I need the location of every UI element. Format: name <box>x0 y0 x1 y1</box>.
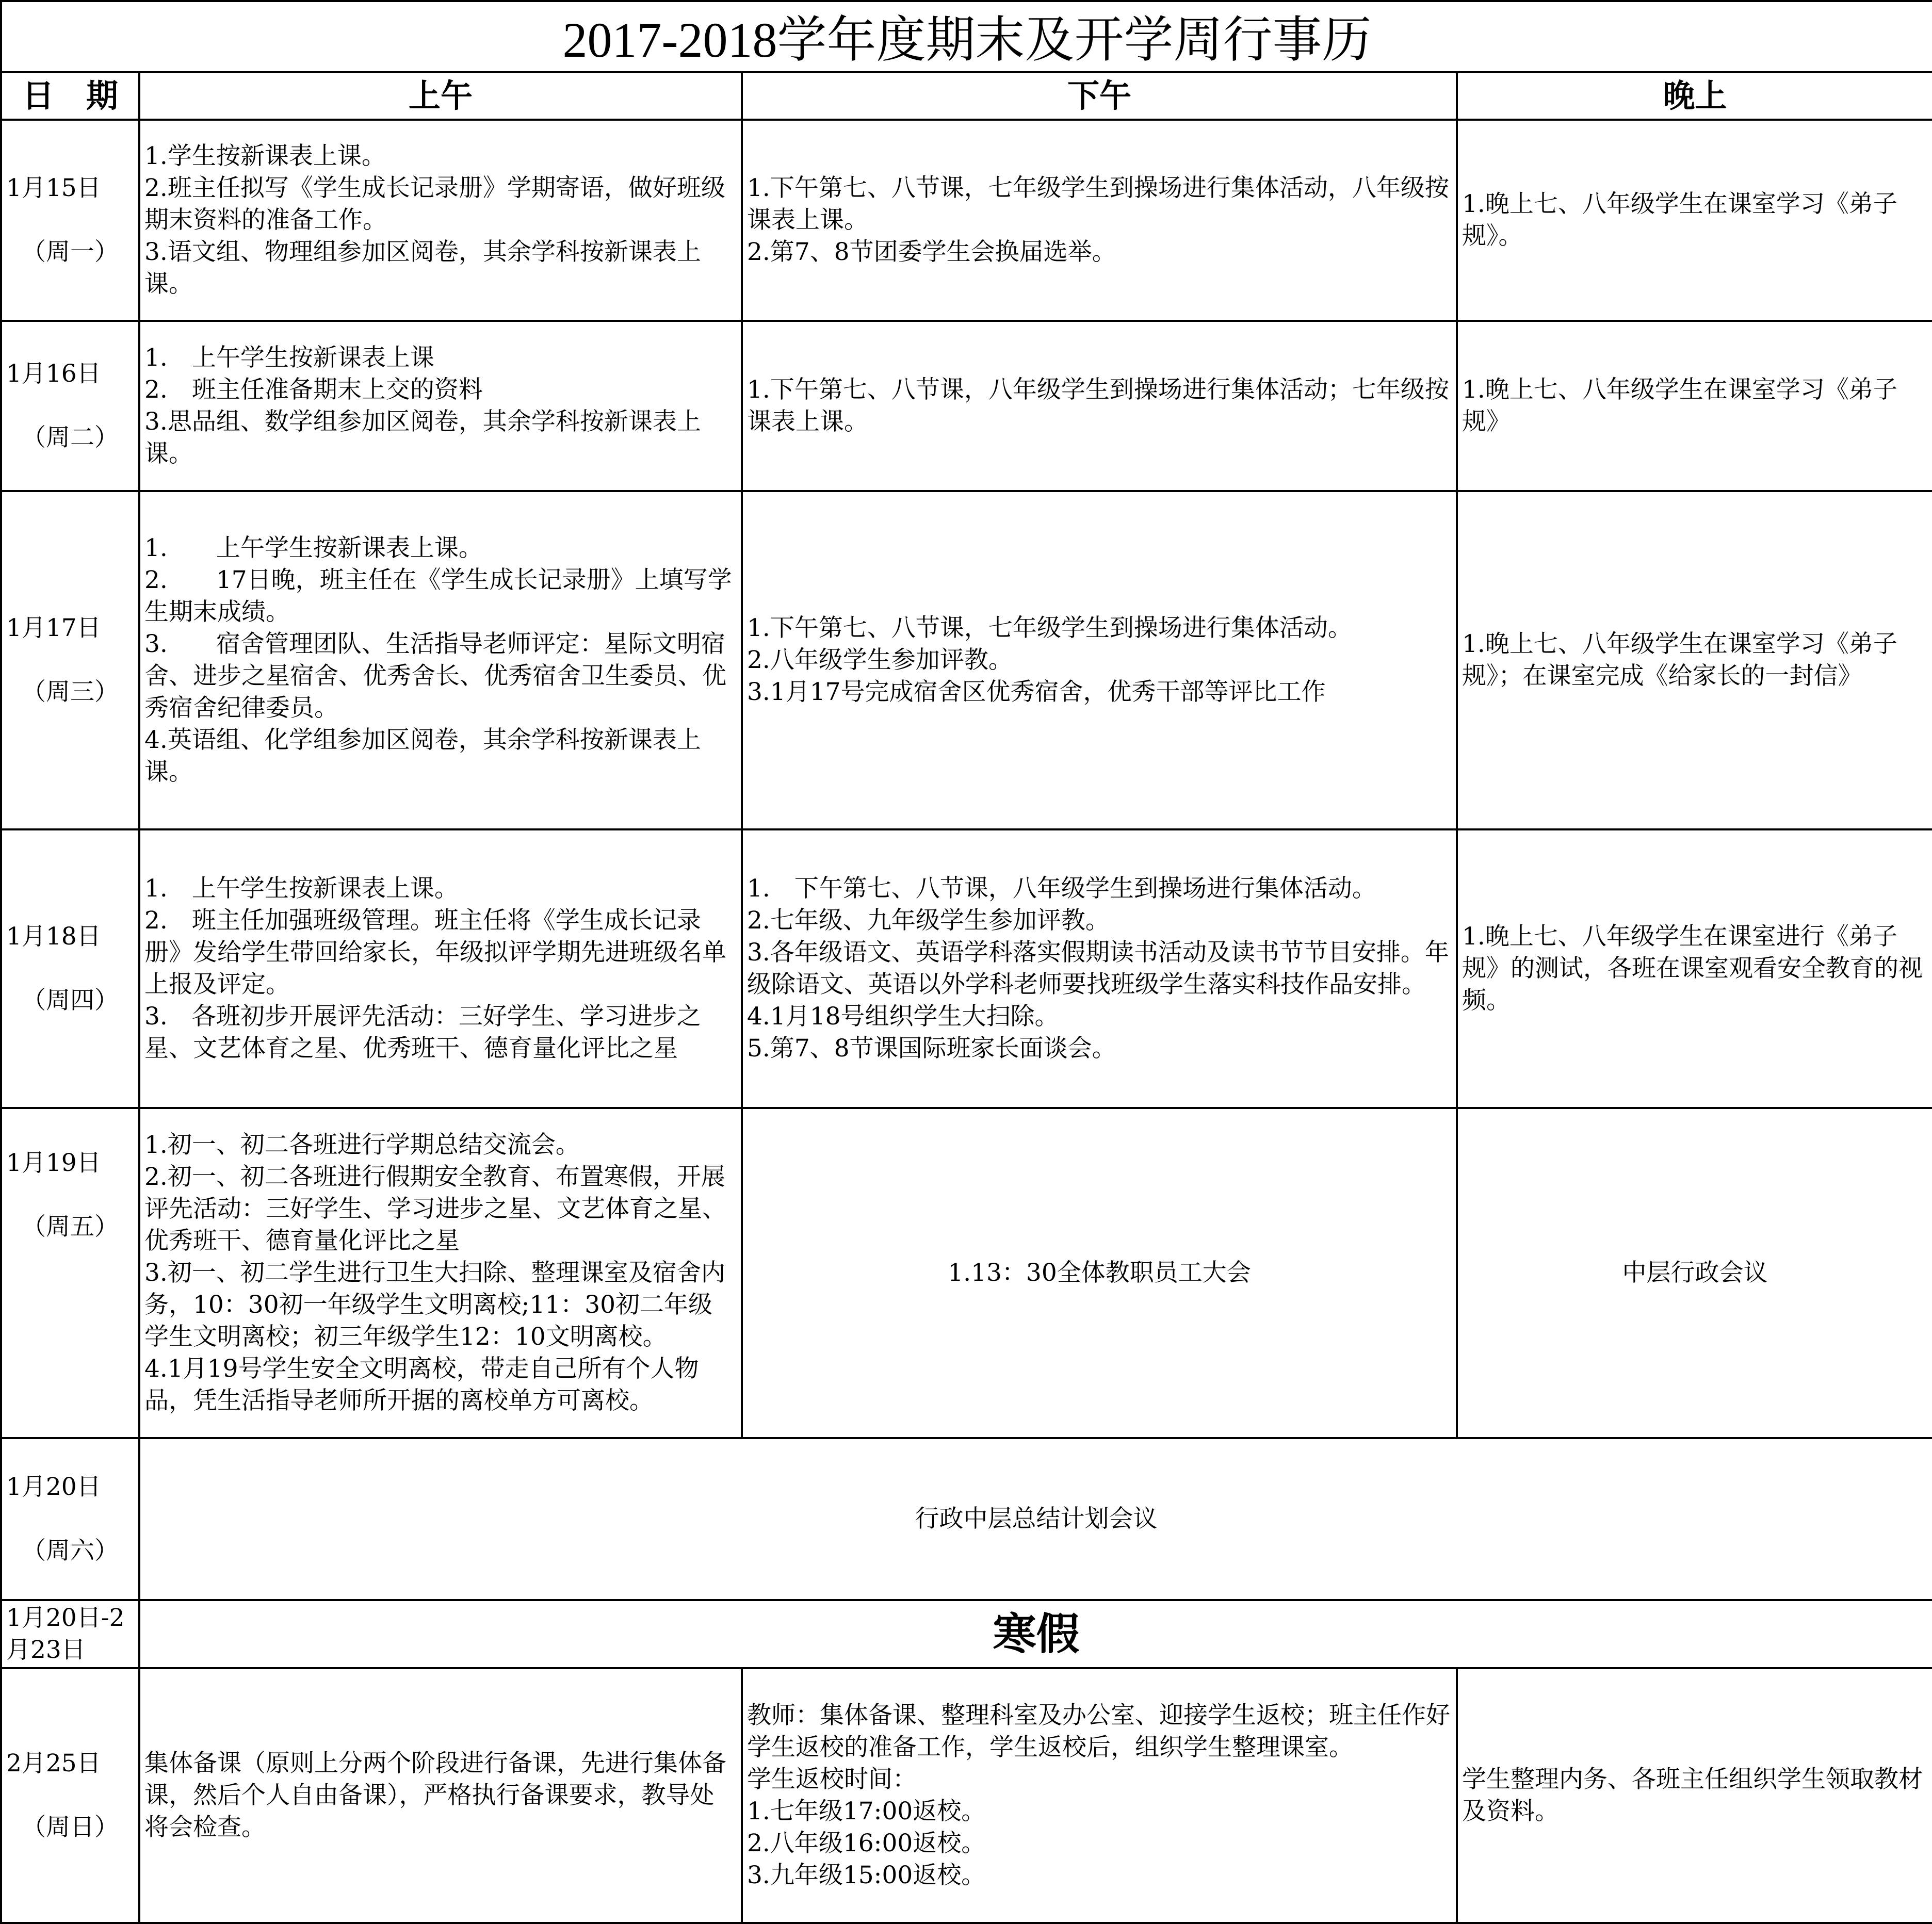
header-row <box>1 72 1932 120</box>
date-cell <box>1 1438 139 1600</box>
evening-cell: 1.晚上七、八年级学生在课室学习《弟子规》 <box>1457 321 1932 491</box>
date-cell <box>1 1108 139 1438</box>
weekday-text: （周二） <box>22 423 119 452</box>
weekday-text: （周日） <box>22 1813 119 1841</box>
weekday-text: （周五） <box>22 1213 119 1241</box>
afternoon-cell: 1.下午第七、八节课，七年级学生到操场进行集体活动。 2.八年级学生参加评教。 3.1月17号完成宿舍区优秀宿舍，优秀干部等评比工作 <box>742 491 1457 829</box>
morning-cell: 1.初一、初二各班进行学期总结交流会。 2.初一、初二各班进行假期安全教育、布置寒假，开展评先活动：三好学生、学习进步之星、文艺体育之星、优秀班干、德育量化评比之星 3.初一、初二学生进行卫生大扫除、整理课室及宿舍内务，10：30初一年级学生文明离校;11：30初二年级学生文明离校；初三年级学生12：10文明离校。 4.1月19号学生安全文明离校，带走自己所有个人物品，凭生活指导老师所开据的离校单方可离校。 <box>139 1108 742 1438</box>
morning-cell: 1. 上午学生按新课表上课。 2. 班主任加强班级管理。班主任将《学生成长记录册》发给学生带回给家长，年级拟评学期先进班级名单上报及评定。 3. 各班初步开展评先活动：三好学生、学习进步之星、文艺体育之星、优秀班干、德育量化评比之星 <box>139 829 742 1108</box>
date-text: 1月18日 <box>6 922 101 951</box>
table-row <box>1 491 1932 829</box>
date-text: 1月17日 <box>6 614 101 642</box>
weekday-text: （周三） <box>22 678 119 706</box>
page-title: 2017-2018学年度期末及开学周行事历 <box>1 1 1932 72</box>
afternoon-cell: 1.下午第七、八节课，七年级学生到操场进行集体活动，八年级按课表上课。 2.第7、8节团委学生会换届选举。 <box>742 120 1457 321</box>
table-row <box>1 1438 1932 1600</box>
header-evening: 晚上 <box>1457 72 1932 120</box>
date-cell <box>1 829 139 1108</box>
date-text: 1月15日 <box>6 174 101 202</box>
date-cell <box>1 120 139 321</box>
table-row <box>1 321 1932 491</box>
header-morning: 上午 <box>139 72 742 120</box>
date-cell <box>1 1668 139 1923</box>
date-text: 1月16日 <box>6 360 101 388</box>
weekday-text: （周一） <box>22 238 119 266</box>
header-afternoon: 下午 <box>742 72 1457 120</box>
table-row <box>1 1600 1932 1668</box>
afternoon-cell: 教师：集体备课、整理科室及办公室、迎接学生返校；班主任作好学生返校的准备工作，学生返校后，组织学生整理课室。 学生返校时间： 1.七年级17:00返校。 2.八年级16:00返校。 3.九年级15:00返校。 <box>742 1668 1457 1923</box>
break-date-cell: 1月20日-2月23日 <box>1 1600 139 1668</box>
afternoon-cell: 1.下午第七、八节课，八年级学生到操场进行集体活动；七年级按课表上课。 <box>742 321 1457 491</box>
morning-cell: 1.学生按新课表上课。 2.班主任拟写《学生成长记录册》学期寄语，做好班级期末资料的准备工作。 3.语文组、物理组参加区阅卷，其余学科按新课表上课。 <box>139 120 742 321</box>
table-row <box>1 1668 1932 1923</box>
date-text: 2月25日 <box>6 1749 101 1778</box>
evening-cell: 中层行政会议 <box>1457 1108 1932 1438</box>
weekday-text: （周六） <box>22 1537 119 1565</box>
evening-cell: 1.晚上七、八年级学生在课室进行《弟子规》的测试，各班在课室观看安全教育的视频。 <box>1457 829 1932 1108</box>
table-row <box>1 120 1932 321</box>
date-cell <box>1 491 139 829</box>
evening-cell: 1.晚上七、八年级学生在课室学习《弟子规》；在课室完成《给家长的一封信》 <box>1457 491 1932 829</box>
afternoon-cell: 1. 下午第七、八节课，八年级学生到操场进行集体活动。 2.七年级、九年级学生参加评教。 3.各年级语文、英语学科落实假期读书活动及读书节节目安排。年级除语文、英语以外学科老师要找班级学生落实科技作品安排。 4.1月18号组织学生大扫除。 5.第7、8节课国际班家长面谈会。 <box>742 829 1457 1108</box>
weekday-text: （周四） <box>22 986 119 1015</box>
date-text: 1月20日 <box>6 1473 101 1501</box>
title-row <box>1 1 1932 72</box>
saturday-content: 行政中层总结计划会议 <box>139 1438 1932 1600</box>
morning-cell: 1. 上午学生按新课表上课 2. 班主任准备期末上交的资料 3.思品组、数学组参加区阅卷，其余学科按新课表上课。 <box>139 321 742 491</box>
winter-break-label: 寒假 <box>139 1600 1932 1668</box>
afternoon-cell: 1.13：30全体教职员工大会 <box>742 1108 1457 1438</box>
morning-cell: 集体备课（原则上分两个阶段进行备课，先进行集体备课，然后个人自由备课），严格执行备课要求，教导处将会检查。 <box>139 1668 742 1923</box>
table-row <box>1 829 1932 1108</box>
date-text: 1月19日 <box>6 1149 101 1177</box>
date-cell <box>1 321 139 491</box>
header-date: 日 期 <box>1 72 139 120</box>
table-row <box>1 1108 1932 1438</box>
evening-cell: 1.晚上七、八年级学生在课室学习《弟子规》。 <box>1457 120 1932 321</box>
evening-cell: 学生整理内务、各班主任组织学生领取教材及资料。 <box>1457 1668 1932 1923</box>
morning-cell: 1. 上午学生按新课表上课。 2. 17日晚，班主任在《学生成长记录册》上填写学生期末成绩。 3. 宿舍管理团队、生活指导老师评定：星际文明宿舍、进步之星宿舍、优秀舍长、优秀宿舍卫生委员、优秀宿舍纪律委员。 4.英语组、化学组参加区阅卷，其余学科按新课表上课。 <box>139 491 742 829</box>
